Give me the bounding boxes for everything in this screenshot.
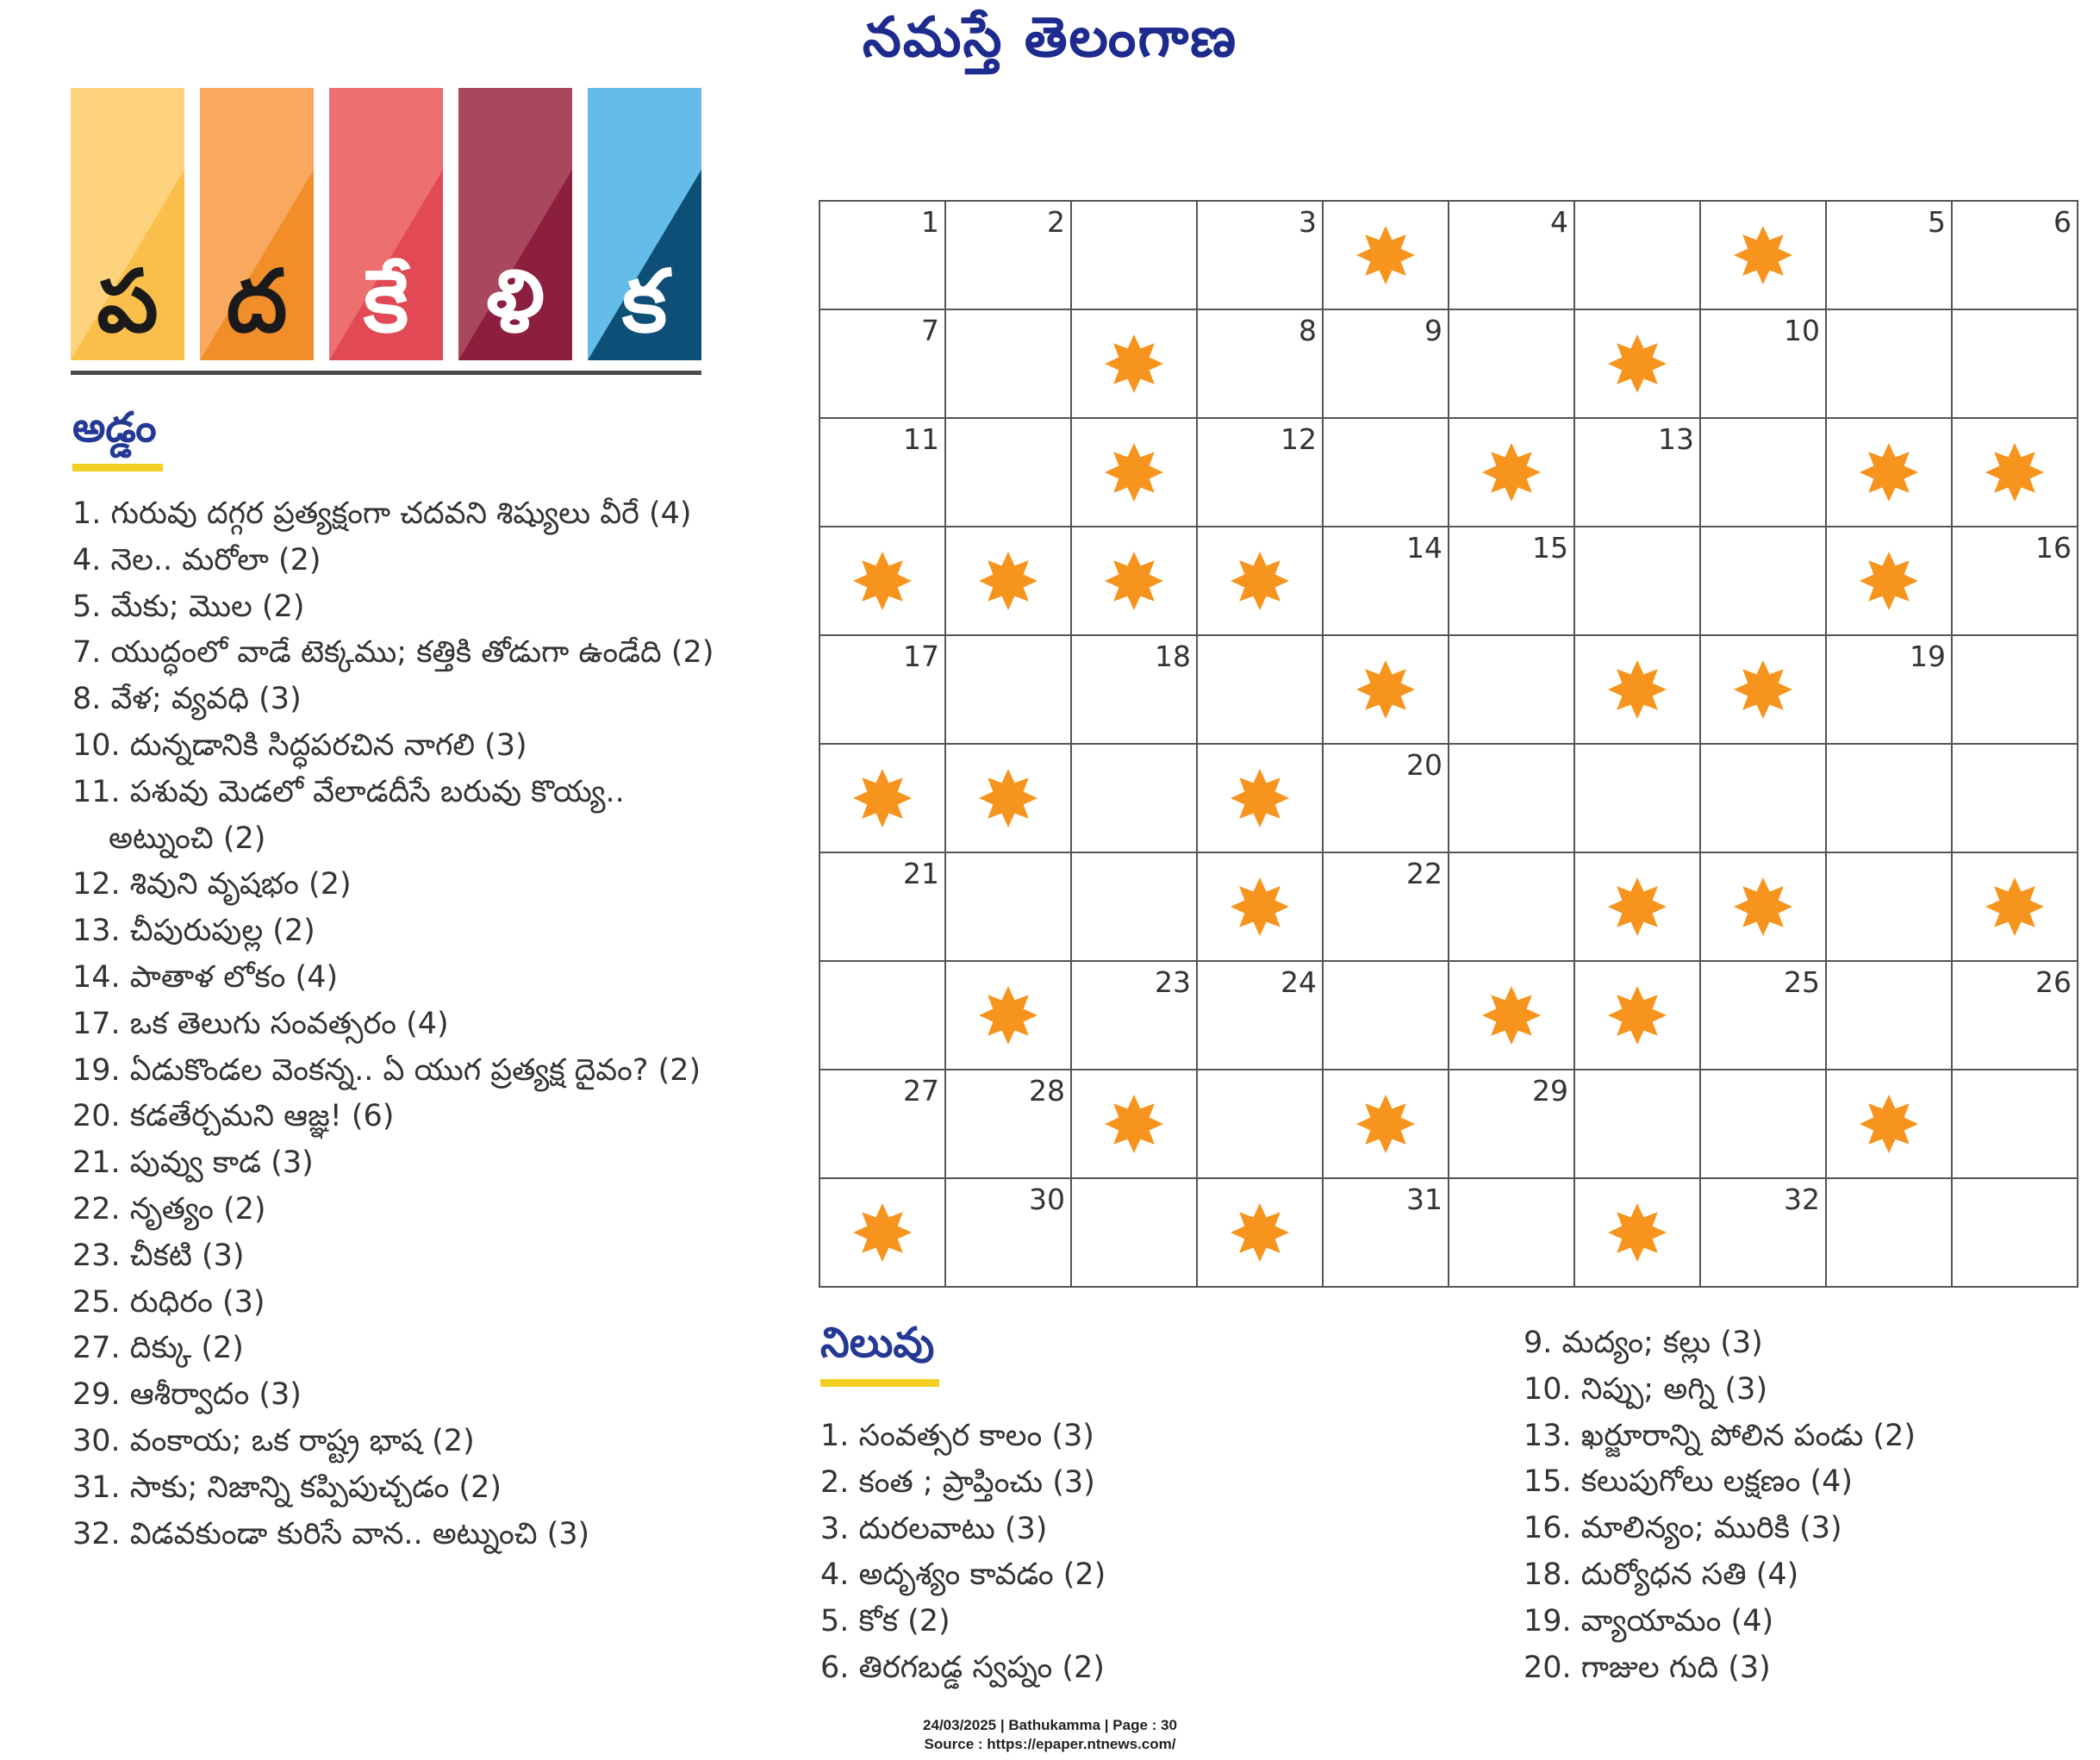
clue-item: 11. పశువు మెడలో వేలాడదీసే బరువు కొయ్య.. అట్నుంచి (2) — [72, 774, 625, 856]
star-block-cell — [820, 527, 946, 636]
clue-item: 13. ఖర్జూరాన్ని పోలిన పండు (2) — [1524, 1418, 1916, 1453]
star-block-cell — [1701, 636, 1827, 745]
grid-cell[interactable] — [820, 310, 946, 419]
cell-number: 3 — [1299, 205, 1317, 239]
grid-cell[interactable] — [1449, 636, 1575, 745]
grid-cell[interactable] — [1324, 962, 1449, 1070]
cell-number: 26 — [2035, 965, 2072, 999]
clue-item: 29. ఆశీర్వాదం (3) — [72, 1377, 302, 1413]
grid-cell[interactable] — [1198, 1070, 1324, 1179]
grid-cell[interactable] — [1701, 1179, 1827, 1288]
grid-cell[interactable] — [1324, 310, 1449, 419]
clue-item: 19. వ్యాయామం (4) — [1524, 1603, 1774, 1638]
grid-cell[interactable] — [1575, 1070, 1701, 1179]
star-block-cell — [1072, 527, 1198, 636]
grid-cell[interactable] — [946, 1070, 1072, 1179]
star-block-cell — [820, 745, 946, 853]
grid-cell[interactable] — [820, 962, 946, 1070]
banner-tile — [329, 88, 443, 360]
clue-item: 32. విడవకుండా కురిసే వాన.. అట్నుంచి (3) — [72, 1516, 590, 1551]
cell-number: 29 — [1532, 1074, 1568, 1108]
grid-cell[interactable] — [1827, 853, 1953, 962]
cell-number: 15 — [1532, 531, 1568, 565]
grid-cell[interactable] — [1827, 310, 1953, 419]
clue-item: 14. పాతాళ లోకం (4) — [72, 959, 339, 995]
banner-letter: ద — [226, 251, 288, 352]
grid-cell[interactable] — [1449, 527, 1575, 636]
grid-cell[interactable] — [1575, 527, 1701, 636]
clue-item: 22. నృత్యం (2) — [72, 1191, 266, 1226]
grid-cell[interactable] — [1953, 310, 2078, 419]
clue-item: 3. దురలవాటు (3) — [820, 1511, 1048, 1546]
clue-item: 1. గురువు దగ్గర ప్రత్యక్షంగా చదవని శిష్యులు వీరే (4) — [72, 496, 692, 531]
grid-cell[interactable] — [1953, 962, 2078, 1070]
grid-cell[interactable] — [820, 636, 946, 745]
down-clues-column-2 — [1524, 1320, 2092, 1691]
grid-cell[interactable] — [1701, 1070, 1827, 1179]
clue-item: 10. దున్నడానికి సిద్ధపరచిన నాగలి (3) — [72, 727, 527, 763]
cell-number: 16 — [2035, 531, 2072, 565]
cell-number: 10 — [1784, 314, 1820, 347]
star-block-cell — [1953, 419, 2078, 527]
clue-item: 23. చీకటి (3) — [72, 1238, 245, 1273]
grid-cell[interactable] — [1449, 310, 1575, 419]
banner-tile — [71, 88, 184, 360]
clue-item: 20. గాజుల గుది (3) — [1524, 1650, 1771, 1685]
grid-cell[interactable] — [946, 202, 1072, 310]
cell-number: 17 — [903, 640, 939, 673]
clue-item: 9. మద్యం; కల్లు (3) — [1524, 1326, 1763, 1360]
clue-item: 5. మేకు; మొల (2) — [72, 589, 305, 624]
banner-letter: ళి — [486, 251, 545, 352]
down-clues-column-1 — [820, 1414, 1510, 1692]
star-block-cell — [1198, 527, 1324, 636]
clue-item: 10. నిప్పు; అగ్ని (3) — [1524, 1371, 1768, 1407]
grid-cell[interactable] — [1449, 745, 1575, 853]
cell-number: 20 — [1406, 748, 1443, 782]
star-block-cell — [1324, 1070, 1449, 1179]
clue-item: 31. సాకు; నిజాన్ని కప్పిపుచ్చడం (2) — [72, 1470, 502, 1505]
cell-number: 19 — [1910, 640, 1946, 673]
grid-cell[interactable] — [1449, 1070, 1575, 1179]
grid-cell[interactable] — [820, 419, 946, 527]
grid-cell[interactable] — [1701, 745, 1827, 853]
cell-number: 12 — [1281, 422, 1317, 456]
grid-cell[interactable] — [1827, 202, 1953, 310]
clue-item: 18. దుర్యోధన సతి (4) — [1524, 1557, 1799, 1592]
star-block-cell — [1575, 853, 1701, 962]
star-block-cell — [1072, 1070, 1198, 1179]
banner-letter: క — [621, 251, 668, 352]
grid-cell[interactable] — [1575, 202, 1701, 310]
grid-cell[interactable] — [1324, 853, 1449, 962]
cell-number: 13 — [1658, 422, 1694, 456]
cell-number: 1 — [921, 205, 939, 239]
grid-cell[interactable] — [1953, 202, 2078, 310]
star-block-cell — [946, 745, 1072, 853]
cell-number: 24 — [1281, 965, 1317, 999]
star-block-cell — [1198, 853, 1324, 962]
clue-item: 4. అదృశ్యం కావడం (2) — [820, 1557, 1106, 1593]
cell-number: 4 — [1550, 205, 1568, 239]
grid-cell[interactable] — [1701, 962, 1827, 1070]
clue-item: 13. చీపురుపుల్ల (2) — [72, 914, 315, 949]
grid-cell[interactable] — [1198, 310, 1324, 419]
star-block-cell — [1575, 1179, 1701, 1288]
grid-cell[interactable] — [1198, 962, 1324, 1070]
clue-item: 19. ఏడుకొండల వెంకన్న.. ఏ యుగ ప్రత్యక్ష దైవం? (2) — [72, 1052, 701, 1088]
grid-cell[interactable] — [1072, 745, 1198, 853]
grid-cell[interactable] — [946, 853, 1072, 962]
grid-cell[interactable] — [1198, 636, 1324, 745]
star-block-cell — [1575, 310, 1701, 419]
footer-date: 24/03/2025 | Bathukamma | Page : 30 — [923, 1717, 1177, 1733]
grid-cell[interactable] — [1072, 636, 1198, 745]
grid-cell[interactable] — [1449, 202, 1575, 310]
grid-cell[interactable] — [946, 310, 1072, 419]
star-block-cell — [1575, 636, 1701, 745]
star-block-cell — [1198, 745, 1324, 853]
cell-number: 30 — [1029, 1183, 1065, 1216]
clue-item: 25. రుధిరం (3) — [72, 1284, 265, 1320]
grid-cell[interactable] — [820, 202, 946, 310]
star-block-cell — [1198, 1179, 1324, 1288]
grid-cell[interactable] — [946, 1179, 1072, 1288]
clue-item: 16. మాలిన్యం; మురికి (3) — [1524, 1511, 1842, 1546]
cell-number: 23 — [1155, 965, 1191, 999]
clue-item: 6. తిరగబడ్డ స్వప్నం (2) — [820, 1650, 1105, 1685]
grid-cell[interactable] — [1953, 527, 2078, 636]
cell-number: 14 — [1406, 531, 1443, 565]
grid-cell[interactable] — [1198, 202, 1324, 310]
across-heading: అడ్డం — [72, 403, 157, 452]
grid-cell[interactable] — [1575, 419, 1701, 527]
masthead-logo: నమస్తే తెలంగాణ — [862, 5, 1238, 70]
grid-cell[interactable] — [1701, 527, 1827, 636]
grid-cell[interactable] — [1072, 1179, 1198, 1288]
star-block-cell — [1324, 636, 1449, 745]
grid-cell[interactable] — [1827, 962, 1953, 1070]
grid-cell[interactable] — [1701, 419, 1827, 527]
grid-cell[interactable] — [1072, 853, 1198, 962]
star-block-cell — [1827, 419, 1953, 527]
banner-tile — [458, 88, 572, 360]
grid-cell[interactable] — [1827, 1179, 1953, 1288]
star-block-cell — [820, 1179, 946, 1288]
grid-cell[interactable] — [946, 636, 1072, 745]
cell-number: 11 — [903, 422, 939, 456]
banner-letter: ప — [97, 251, 159, 352]
grid-cell[interactable] — [1449, 853, 1575, 962]
grid-cell[interactable] — [1953, 1179, 2078, 1288]
grid-cell[interactable] — [1827, 745, 1953, 853]
grid-cell[interactable] — [1953, 745, 2078, 853]
cell-number: 28 — [1029, 1074, 1065, 1108]
star-block-cell — [1953, 853, 2078, 962]
crossword-grid[interactable] — [819, 200, 2078, 1288]
grid-cell[interactable] — [1072, 202, 1198, 310]
star-block-cell — [1701, 202, 1827, 310]
cell-number: 27 — [903, 1074, 939, 1108]
grid-cell[interactable] — [1701, 310, 1827, 419]
grid-cell[interactable] — [1449, 1179, 1575, 1288]
grid-cell[interactable] — [820, 853, 946, 962]
clue-item: 20. కడతేర్చమని ఆజ్ఞ! (6) — [72, 1099, 395, 1134]
across-clues — [72, 491, 727, 1557]
clue-item: 8. వేళ; వ్యవధి (3) — [72, 682, 302, 717]
grid-cell[interactable] — [946, 419, 1072, 527]
grid-cell[interactable] — [1072, 962, 1198, 1070]
grid-cell[interactable] — [1324, 419, 1449, 527]
star-block-cell — [946, 962, 1072, 1070]
clue-item: 27. దిక్కు (2) — [72, 1331, 244, 1366]
star-block-cell — [1072, 310, 1198, 419]
grid-cell[interactable] — [1953, 636, 2078, 745]
clue-item: 12. శివుని వృషభం (2) — [72, 867, 352, 902]
grid-cell[interactable] — [1324, 745, 1449, 853]
cell-number: 2 — [1047, 205, 1065, 239]
grid-cell[interactable] — [1324, 1179, 1449, 1288]
cell-number: 22 — [1406, 857, 1443, 890]
clue-item: 30. వంకాయ; ఒక రాష్ట్ర భాష (2) — [72, 1423, 475, 1458]
cell-number: 9 — [1424, 314, 1443, 347]
down-heading: నిలువు — [820, 1319, 935, 1367]
clue-item: 2. కంత ; ప్రాప్తించు (3) — [820, 1464, 1095, 1500]
cell-number: 6 — [2053, 205, 2072, 239]
cell-number: 21 — [903, 857, 939, 890]
banner-rule — [71, 371, 701, 375]
clue-item: 4. నెల.. మరోలా (2) — [72, 542, 321, 577]
star-block-cell — [1827, 1070, 1953, 1179]
clue-item: 1. సంవత్సర కాలం (3) — [820, 1419, 1094, 1453]
cell-number: 8 — [1299, 314, 1317, 347]
grid-cell[interactable] — [1324, 527, 1449, 636]
grid-cell[interactable] — [1575, 745, 1701, 853]
star-block-cell — [1827, 527, 1953, 636]
clue-item: 21. పువ్వు కాడ (3) — [72, 1145, 314, 1181]
cell-number: 25 — [1784, 965, 1820, 999]
grid-cell[interactable] — [820, 1070, 946, 1179]
footer-source: Source : https://epaper.ntnews.com/ — [924, 1736, 1176, 1752]
star-block-cell — [1701, 853, 1827, 962]
star-block-cell — [1449, 962, 1575, 1070]
clue-item: 17. ఒక తెలుగు సంవత్సరం (4) — [72, 1006, 449, 1041]
star-block-cell — [946, 527, 1072, 636]
grid-cell[interactable] — [1827, 636, 1953, 745]
cell-number: 18 — [1155, 640, 1191, 673]
star-block-cell — [1449, 419, 1575, 527]
banner-tile — [588, 88, 701, 360]
star-block-cell — [1575, 962, 1701, 1070]
cell-number: 5 — [1928, 205, 1946, 239]
cell-number: 32 — [1784, 1183, 1820, 1216]
down-underline — [820, 1379, 939, 1387]
grid-cell[interactable] — [1198, 419, 1324, 527]
banner-letter: కే — [363, 251, 409, 352]
banner-tiles — [71, 88, 701, 360]
clue-item: 7. యుద్ధంలో వాడే టెక్కము; కత్తికి తోడుగా ఉండేది (2) — [72, 635, 714, 671]
padakeli-banner — [71, 88, 701, 372]
clue-item: 5. కోక (2) — [820, 1604, 950, 1639]
cell-number: 31 — [1406, 1183, 1443, 1216]
across-underline — [72, 464, 163, 471]
grid-cell[interactable] — [1953, 1070, 2078, 1179]
clue-item: 15. కలుపుగోలు లక్షణం (4) — [1524, 1464, 1854, 1500]
star-block-cell — [1324, 202, 1449, 310]
star-block-cell — [1072, 419, 1198, 527]
cell-number: 7 — [921, 314, 939, 347]
banner-tile — [200, 88, 314, 360]
